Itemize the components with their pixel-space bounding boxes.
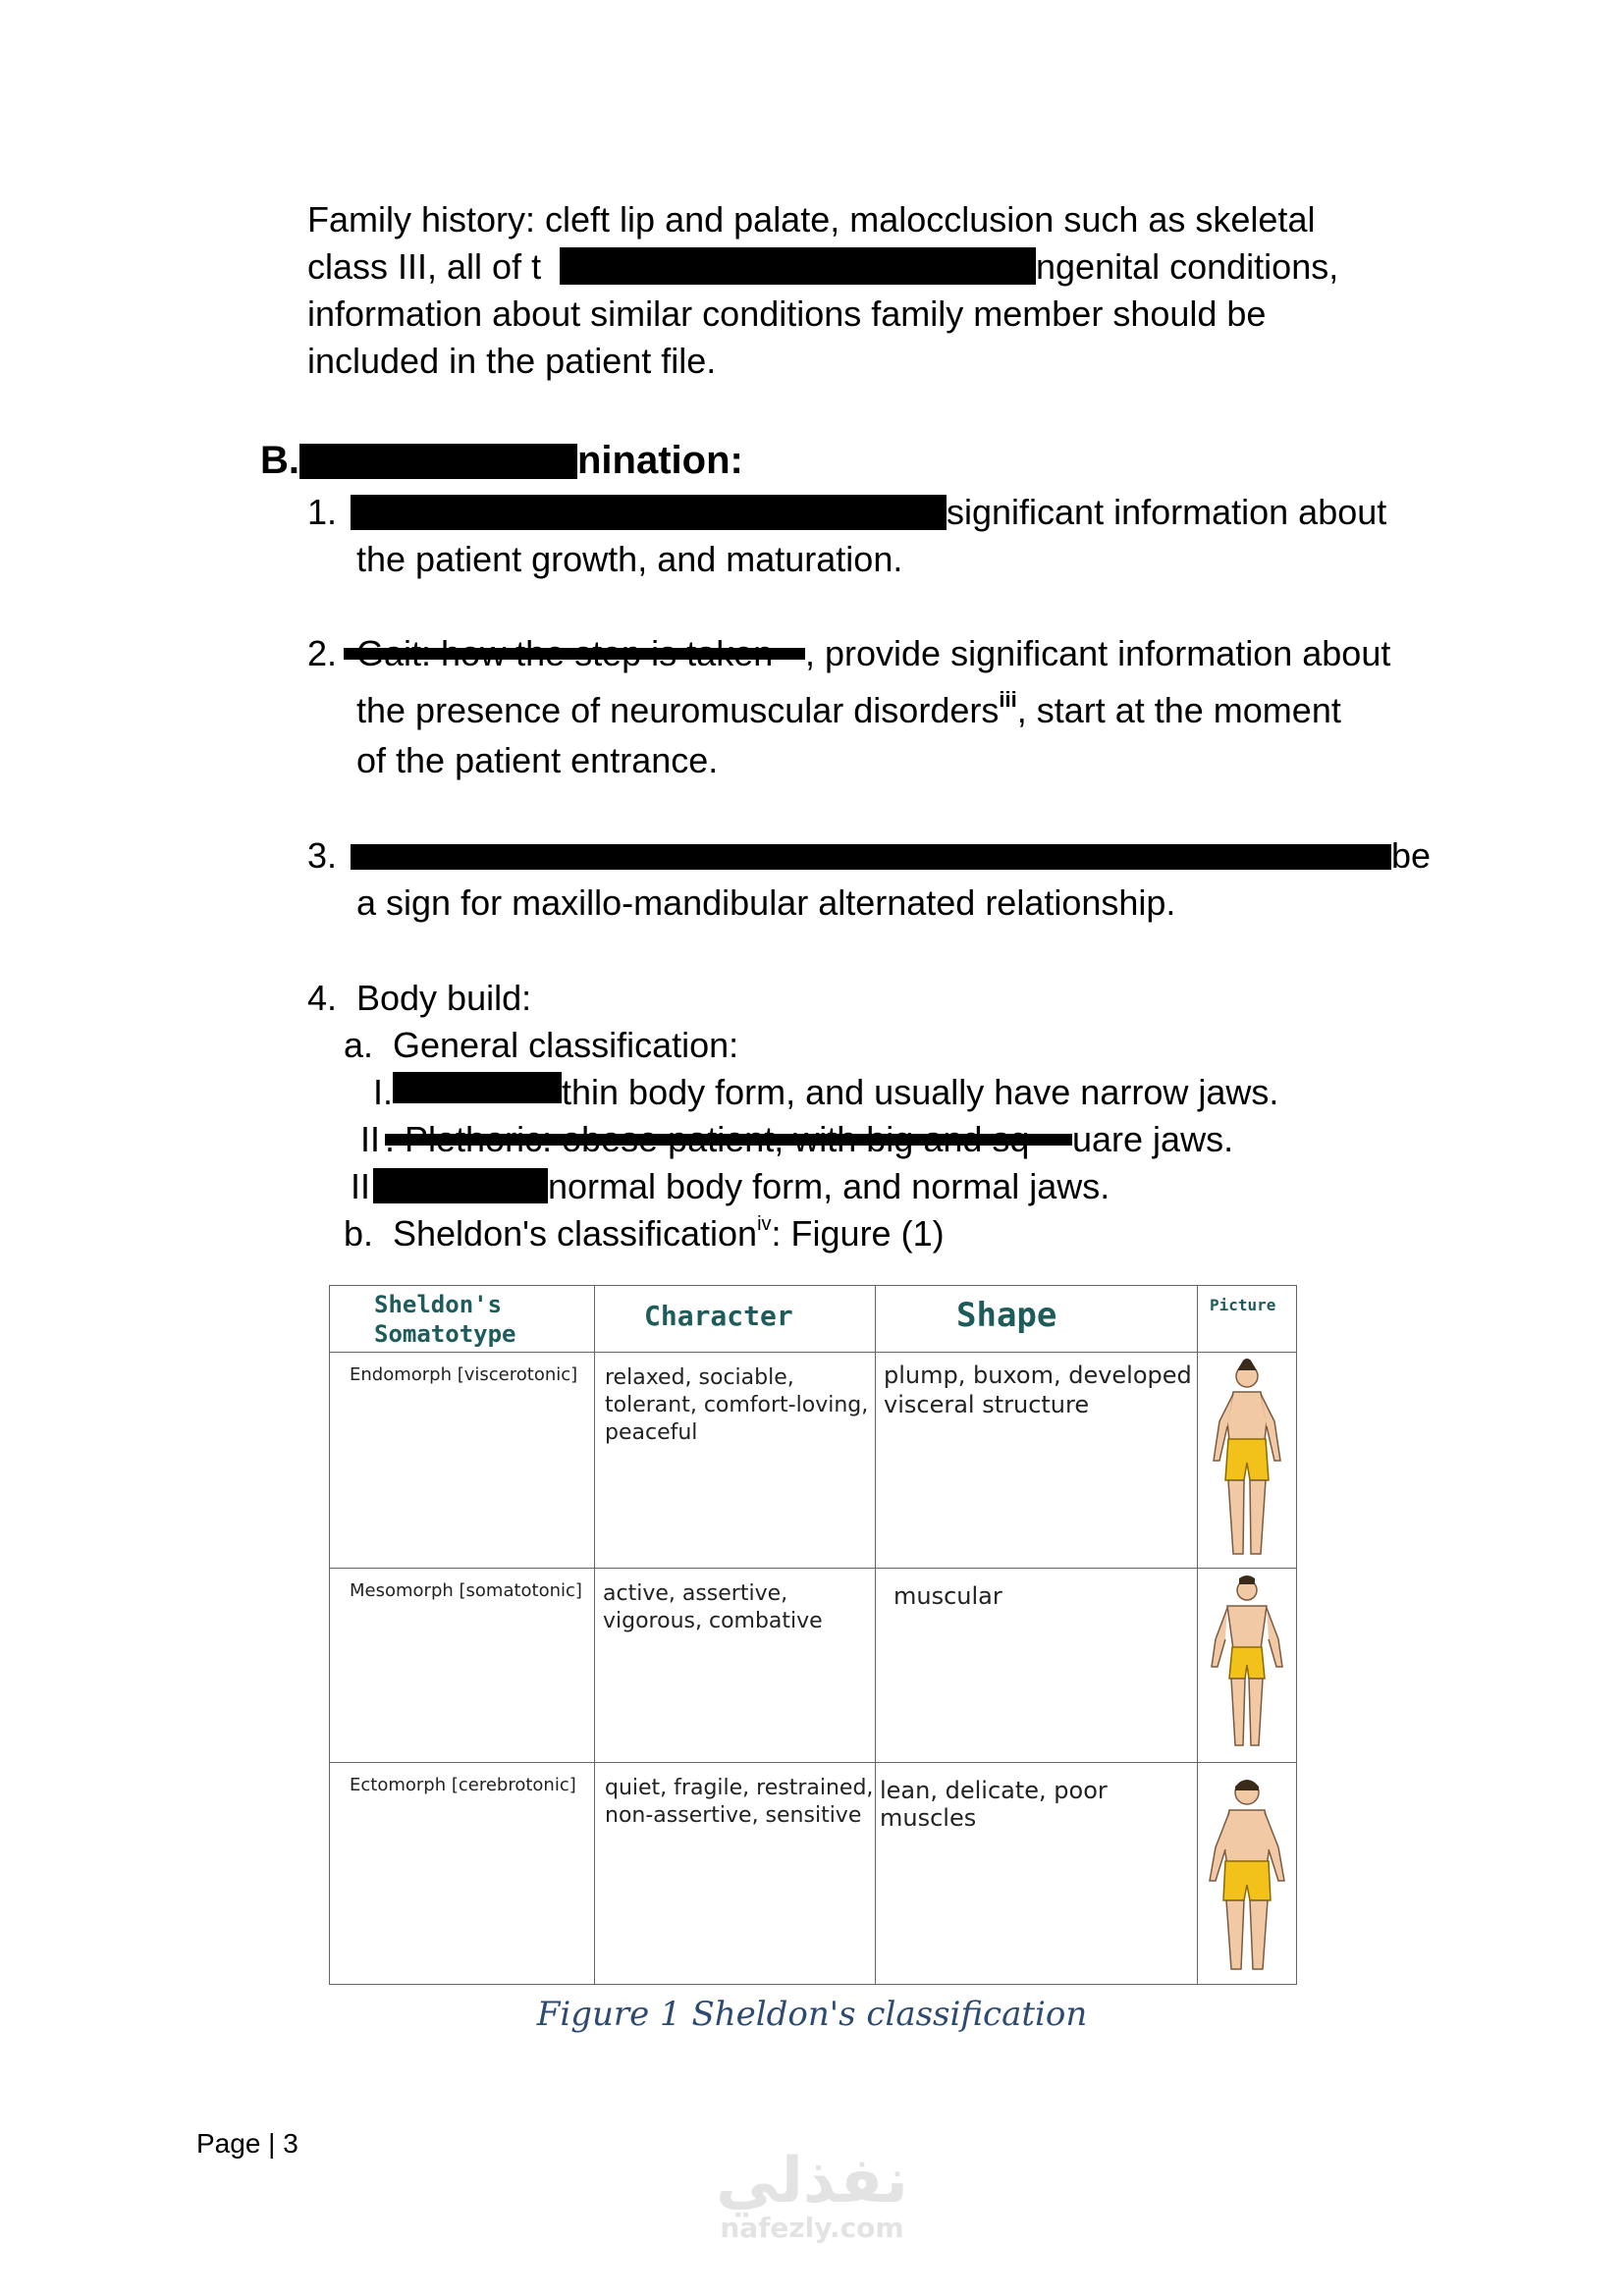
item-4-number: 4. <box>307 978 338 1018</box>
figure-caption: Figure 1 Sheldon's classification <box>536 1995 1088 2034</box>
watermark-arabic: نفذلي <box>716 2145 908 2217</box>
family-history-line-2-start: class III, all of t <box>307 246 542 287</box>
header-picture-text: Picture <box>1210 1296 1276 1314</box>
somatotype-name: Ectomorph [cerebrotonic] <box>350 1775 576 1795</box>
item-4b-label <box>393 1210 945 1263</box>
footnote-marker-iii: iii <box>999 687 1017 712</box>
item-2-line-3: of the patient entrance. <box>356 740 719 780</box>
redaction-box <box>373 1168 548 1203</box>
item-3-number: 3. <box>307 835 338 876</box>
body-figure-image <box>1198 1569 1296 1762</box>
item-2-text: , provide significant information about <box>805 633 1391 673</box>
character-text: active, assertive, vigorous, combative <box>603 1581 823 1633</box>
endomorph-figure <box>1198 1353 1296 1568</box>
table-header-row <box>330 1286 1297 1353</box>
shape-text: lean, delicate, poor muscles <box>880 1777 1108 1832</box>
item-4a-i-marker: I. <box>373 1072 394 1112</box>
item-2-line-2 <box>356 687 1341 739</box>
shape-text: muscular <box>893 1582 1002 1610</box>
header-somatotype <box>330 1286 595 1353</box>
redaction-box <box>560 247 1036 285</box>
header-somatotype-line-1: Sheldon's <box>374 1291 503 1318</box>
item-4a-iii-text: normal body form, and normal jaws. <box>548 1166 1110 1206</box>
item-4a-ii-text: uare jaws. <box>1072 1119 1234 1159</box>
item-3-text: be <box>1391 835 1432 876</box>
item-4a-i-text: thin body form, and usually have narrow jaws. <box>562 1072 1279 1112</box>
body-figure-image <box>1198 1353 1296 1568</box>
item-2-number: 2. <box>307 633 338 673</box>
header-shape-text: Shape <box>956 1296 1057 1335</box>
family-history-line-1: Family history: cleft lip and palate, malocclusion such as skeletal <box>307 199 1316 240</box>
item-4a-marker: a. <box>344 1025 374 1065</box>
item-3-line-2: a sign for maxillo-mandibular alternated relationship. <box>356 882 1176 923</box>
strike-bar <box>344 648 805 660</box>
redaction-box <box>351 844 1391 870</box>
item-2-line-2-end: , start at the moment <box>1016 690 1341 730</box>
item-4b-marker: b. <box>344 1213 374 1254</box>
family-history-line-3: information about similar conditions family member should be <box>307 294 1267 334</box>
item-4a-label: General classification: <box>393 1025 739 1065</box>
body-figure-image <box>1198 1763 1296 1984</box>
header-picture <box>1198 1286 1297 1353</box>
table-row <box>330 1353 1297 1569</box>
character-text: quiet, fragile, restrained, non-assertive, sensitive <box>605 1776 874 1828</box>
header-character <box>595 1286 876 1353</box>
somatotype-name: Endomorph [viscerotonic] <box>350 1364 578 1385</box>
item-1-line-2: the patient growth, and maturation. <box>356 539 903 579</box>
strike-bar <box>385 1134 1072 1146</box>
redaction-box <box>299 444 577 479</box>
ectomorph-figure <box>1198 1763 1296 1984</box>
section-b-prefix: B. <box>260 439 299 482</box>
redaction-box <box>393 1072 562 1103</box>
character-text: relaxed, sociable, tolerant, comfort-loving, peaceful <box>605 1365 869 1445</box>
family-history-line-2-end: ngenital conditions, <box>1036 246 1339 287</box>
redaction-box <box>351 495 947 530</box>
mesomorph-figure <box>1198 1569 1296 1762</box>
watermark <box>0 2145 1624 2244</box>
somatotype-name: Mesomorph [somatotonic] <box>350 1580 582 1601</box>
shape-text: plump, buxom, developed visceral structure <box>884 1362 1192 1418</box>
item-4b-label-end: : Figure (1) <box>771 1213 945 1254</box>
section-b-heading: nination: <box>577 439 743 482</box>
footnote-marker-iv: iv <box>757 1213 772 1235</box>
item-1-text: significant information about <box>947 492 1387 532</box>
item-4a-ii-marker: II <box>360 1119 381 1159</box>
item-2-line-2-text: the presence of neuromuscular disorders <box>356 690 1000 730</box>
item-4b-label-text: Sheldon's classification <box>393 1213 758 1254</box>
item-4-label: Body build: <box>356 978 532 1018</box>
item-1-number: 1. <box>307 492 338 532</box>
header-character-text: Character <box>644 1300 793 1332</box>
family-history-line-4: included in the patient file. <box>307 341 717 381</box>
header-shape <box>876 1286 1198 1353</box>
sheldon-table <box>329 1285 1297 1985</box>
page-number: Page | 3 <box>196 2128 298 2159</box>
table-row <box>330 1763 1297 1985</box>
table-row <box>330 1569 1297 1763</box>
header-somatotype-line-2: Somatotype <box>374 1320 516 1348</box>
item-4a-iii-marker: II <box>351 1166 371 1206</box>
watermark-latin: nafezly.com <box>720 2212 904 2244</box>
